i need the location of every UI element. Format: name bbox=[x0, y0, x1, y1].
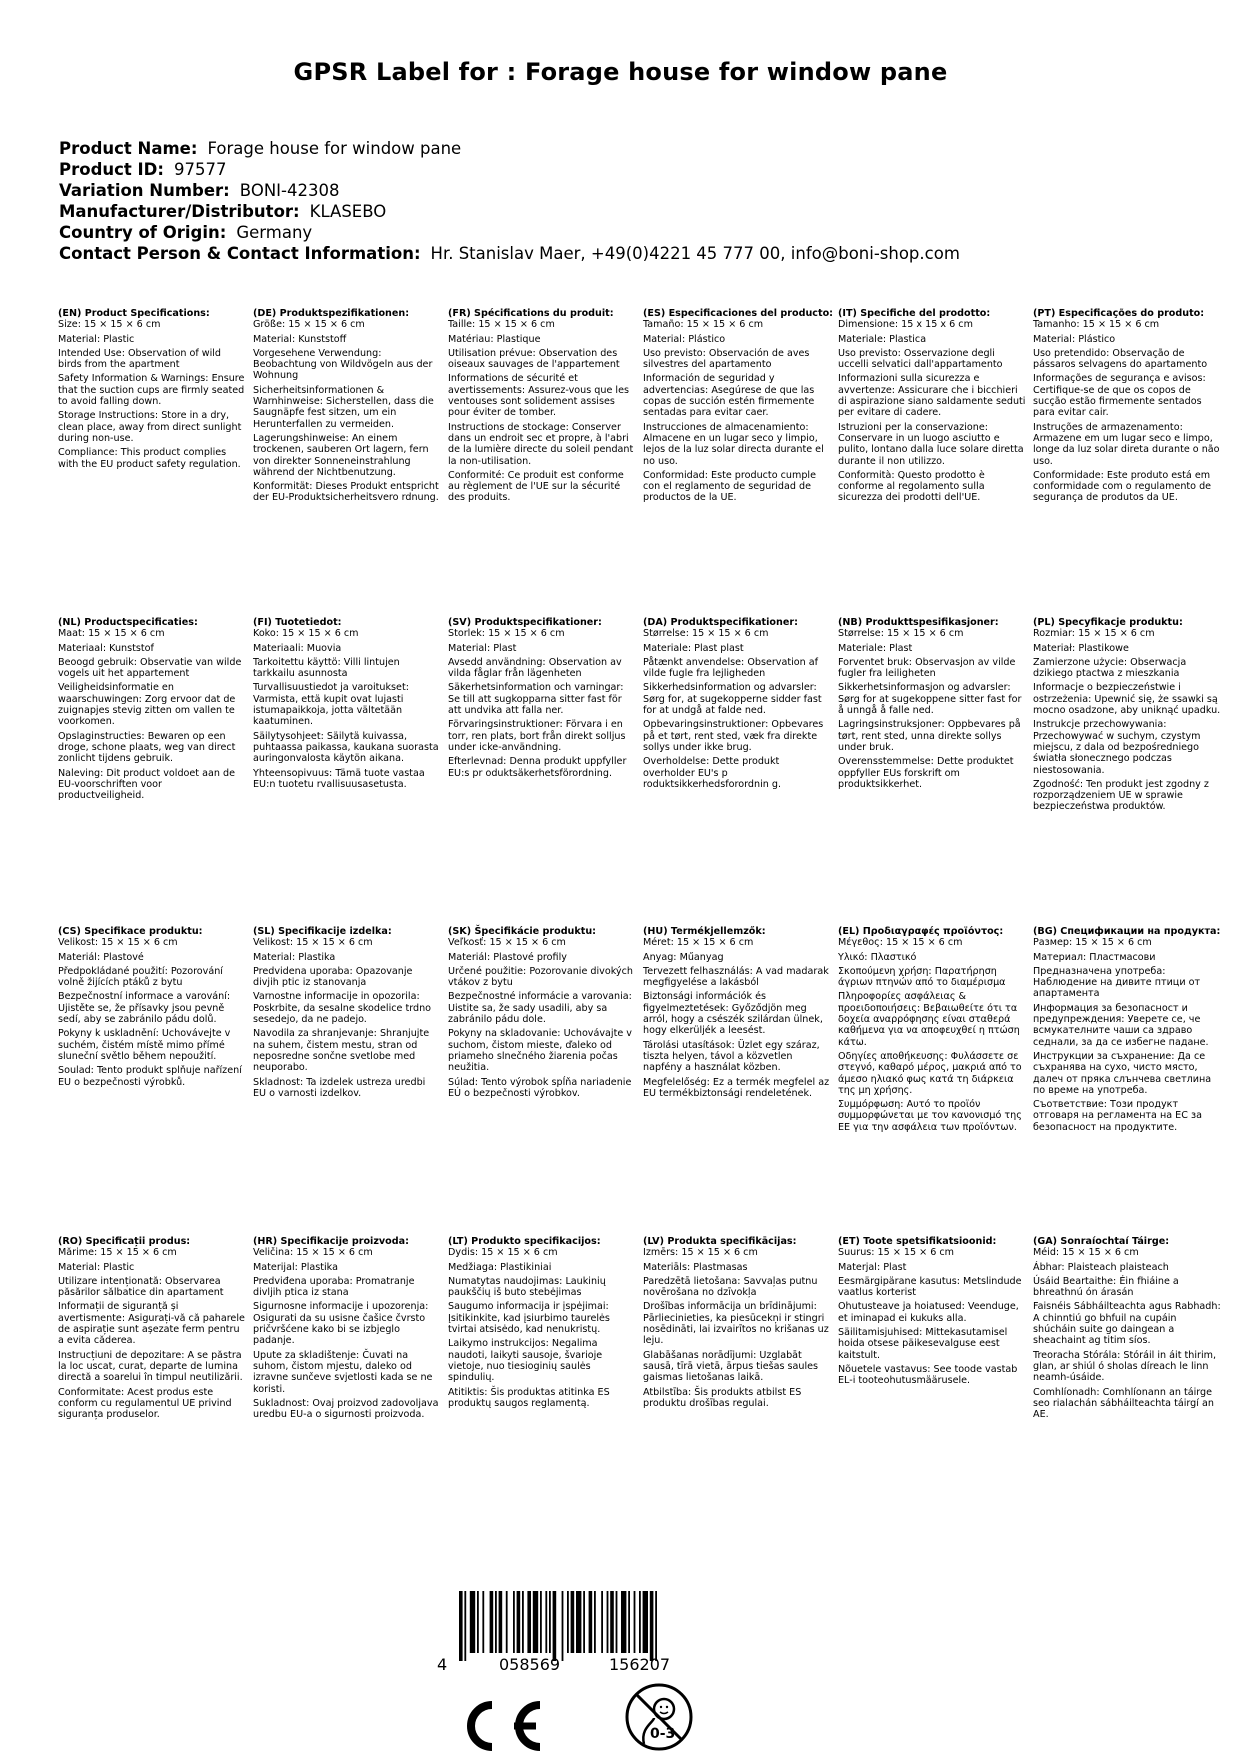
spec-line: Anyag: Műanyag bbox=[643, 951, 724, 963]
spec-line: Varnostne informacije in opozorila: Poskrbite, da sesalne skodelice trdno sesedejo, da ne padejo. bbox=[253, 991, 432, 1026]
barcode-lead-digit: 4 bbox=[437, 1655, 448, 1674]
product-id-row bbox=[59, 159, 1209, 180]
spec-line: Σκοπούμενη χρήση: Παρατήρηση άγριων πτηνών από το διαμέρισμα bbox=[838, 965, 1006, 989]
barcode-bar bbox=[549, 1591, 551, 1653]
spec-line: Overholdelse: Dette produkt overholder EU's p roduktsikkerhedsforordnin g. bbox=[643, 756, 782, 790]
not-for-children-0-3-icon bbox=[624, 1682, 694, 1752]
spec-line: Biztonsági információk és figyelmeztetések: Győződjön meg arról, hogy a csészék szilárdan ülnek, hogy elkerüljék a leesést. bbox=[643, 991, 823, 1037]
ce-mark-icon bbox=[448, 1700, 548, 1752]
spec-line: Sicherheitsinformationen & Warnhinweise: Sicherstellen, dass die Saugnäpfe fest sitzen, um ein Herunterfallen zu vermeiden. bbox=[253, 384, 434, 430]
spec-line: Conformidade: Este produto está em conformidade com o regulamento de segurança de produtos da UE. bbox=[1033, 469, 1212, 504]
page-title: GPSR Label for : Forage house for window pane bbox=[293, 58, 948, 86]
barcode-bar bbox=[601, 1591, 603, 1653]
spec-heading: (ES) Especificaciones del producto: bbox=[643, 308, 834, 319]
spec-heading: (DE) Produktspezifikationen: bbox=[253, 308, 410, 319]
spec-line: Upute za skladištenje: Čuvati na suhom, čistom mjestu, daleko od izravne sunčeve svjetlosti kada se ne koristi. bbox=[253, 1349, 433, 1395]
spec-line: Material: Plástico bbox=[643, 333, 726, 345]
spec-section bbox=[1033, 926, 1221, 1133]
spec-section bbox=[838, 926, 1026, 1133]
spec-line: Atbilstība: Šis produkts atbilst ES produktu drošības regulai. bbox=[643, 1386, 802, 1409]
spec-line: Comhlíonadh: Comhlíonann an táirge seo rialachán sábháilteachta táirgí an AE. bbox=[1033, 1386, 1214, 1421]
spec-line: Material: Plastic bbox=[58, 1261, 135, 1273]
spec-section bbox=[448, 1236, 636, 1409]
barcode-bar bbox=[571, 1591, 575, 1653]
info-value: 97577 bbox=[173, 160, 227, 179]
spec-line: Bezpečnostné informácie a varovania: Uistite sa, že sady usadili, aby sa zabránilo pádu dole. bbox=[448, 991, 632, 1026]
spec-line: Πληροφορίες ασφάλειας & προειδοποιήσεις: Βεβαιωθείτε ότι τα δοχεία αναρρόφησης είναι σταθερά καθήμενα για να αποφευχθεί η πτώση κάτω. bbox=[838, 991, 1020, 1048]
spec-line: Uso previsto: Osservazione degli uccelli selvatici dall'appartamento bbox=[838, 347, 1003, 371]
spec-line: Saugumo informacija ir įspėjimai: Įsitikinkite, kad įsiurbimo taurelės tvirtai atsisėdo, kad nenukristų. bbox=[448, 1301, 610, 1336]
spec-line: Συμμόρφωση: Αυτό το προϊόν συμμορφώνεται με τον κανονισμό της ΕΕ για την ασφάλεια των προϊόντων. bbox=[838, 1099, 1022, 1133]
spec-heading: (EN) Product Specifications: bbox=[58, 308, 210, 319]
barcode-bar bbox=[545, 1591, 547, 1653]
spec-line: Säilytysohjeet: Säilytä kuivassa, puhtaassa paikassa, kaukana suorasta auringonvalosta käytön aikana. bbox=[253, 730, 439, 765]
spec-line: Conformidad: Este producto cumple con el reglamento de seguridad de productos de la UE. bbox=[643, 469, 816, 504]
spec-line: Paredzētā lietošana: Savvaļas putnu novērošana no dzīvokļa bbox=[643, 1275, 818, 1299]
barcode-bar bbox=[562, 1591, 564, 1661]
info-value: Hr. Stanislav Maer, +49(0)4221 45 777 00, info@boni-shop.com bbox=[430, 244, 960, 263]
spec-section bbox=[1033, 617, 1221, 813]
spec-line: Материал: Пластмасови bbox=[1033, 951, 1156, 963]
spec-line: Zgodność: Ten produkt jest zgodny z rozporządzeniem UE w sprawie bezpieczeństwa produktów. bbox=[1033, 778, 1209, 813]
spec-line: Veličina: 15 × 15 × 6 cm bbox=[253, 1247, 373, 1259]
spec-heading: (NL) Productspecificaties: bbox=[58, 617, 198, 628]
spec-line: Informacje o bezpieczeństwie i ostrzeżenia: Upewnić się, że ssawki są mocno osadzone, aby uniknąć upadku. bbox=[1033, 682, 1221, 717]
spec-line: Materiaal: Kunststof bbox=[58, 642, 154, 654]
barcode-bar bbox=[628, 1591, 630, 1653]
spec-section bbox=[448, 617, 636, 779]
spec-line: Materiāls: Plastmasas bbox=[643, 1261, 748, 1273]
info-value: Forage house for window pane bbox=[207, 139, 462, 158]
info-label: Manufacturer/Distributor: bbox=[59, 202, 300, 221]
spec-section bbox=[838, 617, 1026, 790]
spec-line: Tamaño: 15 × 15 × 6 cm bbox=[643, 319, 764, 331]
barcode-bar bbox=[634, 1591, 636, 1653]
spec-line: Materiale: Plastica bbox=[838, 333, 927, 345]
spec-line: Größe: 15 × 15 × 6 cm bbox=[253, 319, 365, 331]
spec-line: Naleving: Dit product voldoet aan de EU-voorschriften voor productveiligheid. bbox=[58, 767, 235, 802]
spec-heading: (FI) Tuotetiedot: bbox=[253, 617, 342, 628]
spec-heading: (SL) Specifikacije izdelka: bbox=[253, 926, 392, 937]
spec-line: Materiaali: Muovia bbox=[253, 642, 342, 654]
info-label: Product ID: bbox=[59, 160, 164, 179]
spec-line: Drošības informācija un brīdinājumi: Pārliecinieties, ka piesūcekņi ir stingri nosēdināti, lai izvairītos no krišanas uz leju. bbox=[643, 1301, 829, 1347]
spec-line: Påtænkt anvendelse: Observation af vilde fugle fra lejligheden bbox=[643, 656, 819, 680]
spec-section bbox=[253, 926, 441, 1099]
spec-line: Förvaringsinstruktioner: Förvara i en torr, ren plats, bort från direkt solljus under icke-användning. bbox=[448, 719, 626, 753]
spec-line: Storage Instructions: Store in a dry, clean place, away from direct sunlight during non-use. bbox=[58, 410, 242, 444]
spec-section bbox=[643, 617, 831, 790]
info-value: Germany bbox=[236, 223, 313, 242]
spec-line: Predvidena uporaba: Opazovanje divjih ptic iz stanovanja bbox=[253, 965, 413, 989]
barcode-bar bbox=[477, 1591, 479, 1653]
product-info bbox=[59, 138, 1209, 264]
barcode-bar bbox=[527, 1591, 531, 1653]
spec-line: Numatytas naudojimas: Laukinių paukščių iš buto stebėjimas bbox=[448, 1275, 606, 1299]
spec-line: Информация за безопасност и предупреждения: Уверете се, че всмукателните чаши са здраво седнали, за да се избегне падане. bbox=[1033, 1002, 1209, 1048]
spec-line: Určené použitie: Pozorovanie divokých vtákov z bytu bbox=[448, 965, 633, 989]
barcode-right-digits: 156207 bbox=[609, 1655, 671, 1674]
spec-line: Efterlevnad: Denna produkt uppfyller EU:s pr oduktsäkerhetsförordning. bbox=[448, 756, 627, 779]
spec-line: Informações de segurança e avisos: Certifique-se de que os copos de sucção estão firmemente sentados para evitar cair. bbox=[1033, 373, 1206, 419]
barcode-bar bbox=[594, 1591, 596, 1653]
spec-heading: (EL) Προδιαγραφές προϊόντος: bbox=[838, 926, 1004, 937]
spec-line: Safety Information & Warnings: Ensure that the suction cups are firmly seated to avoid falling down. bbox=[58, 373, 245, 408]
spec-line: Mărime: 15 × 15 × 6 cm bbox=[58, 1247, 177, 1259]
barcode-bar bbox=[490, 1591, 494, 1653]
product-name-row bbox=[59, 138, 1209, 159]
spec-line: Lagerungshinweise: An einem trockenen, sauberen Ort lagern, fern von direkter Sonneneinstrahlung während der Nichtbenutzung. bbox=[253, 432, 429, 478]
barcode-bar bbox=[553, 1591, 557, 1661]
spec-line: Material: Plast bbox=[448, 642, 517, 654]
spec-line: Veiligheidsinformatie en waarschuwingen: Zorg ervoor dat de zuignapjes stevig zitten om vallen te voorkomen. bbox=[58, 682, 236, 728]
spec-line: Uso previsto: Observación de aves silvestres del apartamento bbox=[643, 347, 810, 371]
spec-heading: (ET) Toote spetsifikatsioonid: bbox=[838, 1236, 997, 1247]
spec-line: Méid: 15 × 15 × 6 cm bbox=[1033, 1247, 1139, 1259]
spec-line: Dydis: 15 × 15 × 6 cm bbox=[448, 1247, 558, 1259]
spec-line: Material: Plástico bbox=[1033, 333, 1116, 345]
barcode-bar bbox=[655, 1591, 657, 1661]
spec-line: Υλικό: Πλαστικό bbox=[838, 951, 917, 963]
spec-line: Informații de siguranță și avertismente: Asigurați-vă că paharele de aspirație sunt așezate ferm pentru a evita căderea. bbox=[58, 1301, 245, 1347]
barcode-bar bbox=[464, 1591, 466, 1661]
spec-line: Turvallisuustiedot ja varoitukset: Varmista, että kupit ovat lujasti istumapaikkoja, jotta vältetään kaatuminen. bbox=[253, 682, 409, 728]
spec-line: Konformität: Dieses Produkt entspricht der EU-Produktsicherheitsvero rdnung. bbox=[253, 481, 439, 504]
spec-heading: (SK) Špecifikácie produktu: bbox=[448, 926, 597, 937]
spec-line: Laikymo instrukcijos: Negalima naudoti, laikyti sausoje, švarioje vietoje, nuo tiesioginių saulės spindulių. bbox=[448, 1338, 603, 1384]
spec-line: Размер: 15 × 15 × 6 cm bbox=[1033, 937, 1152, 949]
spec-line: Instrucțiuni de depozitare: A se păstra la loc uscat, curat, departe de lumina directă a soarelui în timpul neutilizării. bbox=[58, 1349, 243, 1384]
barcode-bar bbox=[589, 1591, 593, 1653]
spec-section bbox=[448, 926, 636, 1099]
spec-line: Sikkerhetsinformasjon og advarsler: Sørg for at sugekoppene sitter fast for å unngå å falle ned. bbox=[838, 682, 1022, 717]
spec-line: Conformité: Ce produit est conforme au règlement de l'UE sur la sécurité des produits. bbox=[448, 469, 624, 504]
spec-line: Taille: 15 × 15 × 6 cm bbox=[448, 319, 555, 331]
spec-line: Suurus: 15 × 15 × 6 cm bbox=[838, 1247, 955, 1259]
spec-line: Avsedd användning: Observation av vilda fåglar från lägenheten bbox=[448, 656, 622, 680]
spec-line: Matériau: Plastique bbox=[448, 333, 541, 345]
spec-section bbox=[1033, 1236, 1221, 1420]
spec-line: Materiale: Plast plast bbox=[643, 642, 744, 654]
spec-heading: (NB) Produkttspesifikasjoner: bbox=[838, 617, 999, 628]
spec-line: Tarkoitettu käyttö: Villi lintujen tarkkailu asunnosta bbox=[253, 656, 400, 680]
spec-line: Conformitate: Acest produs este conform cu regulamentul UE privind siguranța produselor. bbox=[58, 1386, 232, 1421]
barcode-bar bbox=[621, 1591, 626, 1653]
spec-line: Sikkerhedsinformation og advarsler: Sørg for, at sugekopperne sidder fast for at undgå at falde ned. bbox=[643, 682, 822, 717]
spec-line: Materjal: Plast bbox=[838, 1261, 907, 1273]
spec-section bbox=[58, 617, 246, 801]
spec-heading: (SV) Produktspecifikationer: bbox=[448, 617, 602, 628]
barcode-bar bbox=[576, 1591, 581, 1653]
spec-line: Tamanho: 15 × 15 × 6 cm bbox=[1033, 319, 1160, 331]
spec-line: Materiál: Plastové bbox=[58, 951, 144, 963]
info-label: Country of Origin: bbox=[59, 223, 227, 242]
spec-line: Utilizare intenționată: Observarea păsărilor sălbatice din apartament bbox=[58, 1275, 224, 1299]
spec-line: Opslaginstructies: Bewaren op een droge, schone plaats, weg van direct zonlicht tijdens gebruik. bbox=[58, 730, 236, 765]
spec-line: Megfelelőség: Ez a termék megfelel az EU termékbiztonsági rendeletének. bbox=[643, 1076, 830, 1099]
spec-line: Størrelse: 15 × 15 × 6 cm bbox=[643, 628, 769, 640]
spec-heading: (BG) Спецификации на продукта: bbox=[1033, 926, 1221, 937]
barcode-bar bbox=[470, 1591, 475, 1653]
spec-line: Compliance: This product complies with the EU product safety regulation. bbox=[58, 447, 241, 470]
spec-line: Size: 15 × 15 × 6 cm bbox=[58, 319, 161, 331]
spec-line: Skladnost: Ta izdelek ustreza uredbi EU o varnosti izdelkov. bbox=[253, 1076, 426, 1099]
spec-heading: (LV) Produkta specifikācijas: bbox=[643, 1236, 797, 1247]
info-label: Variation Number: bbox=[59, 181, 230, 200]
spec-line: Säilitamisjuhised: Mittekasutamisel hoida otsese päikesevalguse eest kaitstult. bbox=[838, 1327, 1008, 1361]
spec-heading: (LT) Produkto specifikacijos: bbox=[448, 1236, 601, 1247]
spec-line: Veľkosť: 15 × 15 × 6 cm bbox=[448, 937, 566, 949]
spec-line: Navodila za shranjevanje: Shranjujte na suhem, čistem mestu, stran od neposredne sončne svetlobe med neuporabo. bbox=[253, 1028, 430, 1074]
barcode-bar bbox=[583, 1591, 585, 1653]
barcode-bars bbox=[437, 1591, 737, 1686]
spec-line: Säkerhetsinformation och varningar: Se till att sugkopparna sitter fast för att undvika att falla ner. bbox=[448, 682, 624, 717]
spec-line: Dimensione: 15 x 15 x 6 cm bbox=[838, 319, 973, 331]
barcode-bar bbox=[506, 1591, 508, 1653]
spec-line: Størrelse: 15 × 15 × 6 cm bbox=[838, 628, 964, 640]
spec-line: Soulad: Tento produkt splňuje nařízení EU o bezpečnosti výrobků. bbox=[58, 1065, 242, 1088]
barcode-bar bbox=[495, 1591, 497, 1653]
spec-line: Instruções de armazenamento: Armazene em um lugar seco e limpo, longe da luz solar direta durante o não uso. bbox=[1033, 421, 1220, 467]
spec-section bbox=[838, 308, 1026, 504]
spec-line: Ohutusteave ja hoiatused: Veenduge, et iminapad ei kukuks alla. bbox=[838, 1301, 1019, 1324]
barcode-bar bbox=[643, 1591, 648, 1653]
spec-line: Méret: 15 × 15 × 6 cm bbox=[643, 937, 754, 949]
spec-line: Instrucciones de almacenamiento: Almacene en un lugar seco y limpio, lejos de la luz solar directa durante el no uso. bbox=[643, 421, 824, 467]
spec-line: Instrukcje przechowywania: Przechowywać w suchym, czystym miejscu, z dala od bezpośredniego światła słonecznego podczas niestosowania. bbox=[1033, 719, 1201, 776]
barcode-bar bbox=[533, 1591, 538, 1653]
spec-line: Materiale: Plast bbox=[838, 642, 913, 654]
spec-section bbox=[643, 926, 831, 1099]
spec-section bbox=[253, 308, 441, 504]
spec-line: Yhteensopivuus: Tämä tuote vastaa EU:n tuotetu rvallisuusasetusta. bbox=[253, 767, 425, 790]
spec-line: Beoogd gebruik: Observatie van wilde vogels uit het appartement bbox=[58, 656, 242, 680]
barcode-bar bbox=[517, 1591, 521, 1653]
barcode-bar bbox=[639, 1591, 641, 1653]
spec-line: Medžiaga: Plastikiniai bbox=[448, 1261, 552, 1273]
country-of-origin-row bbox=[59, 222, 1209, 243]
spec-line: Velikost: 15 × 15 × 6 cm bbox=[58, 937, 178, 949]
spec-section bbox=[643, 1236, 831, 1409]
spec-line: Bezpečnostní informace a varování: Ujistěte se, že přísavky jsou pevně sedí, aby se zabránilo pádu dolů. bbox=[58, 991, 231, 1026]
spec-line: Overensstemmelse: Dette produktet oppfyller EUs forskrift om produktsikkerhet. bbox=[838, 756, 1014, 790]
barcode-bar bbox=[522, 1591, 524, 1653]
spec-line: Glabāšanas norādījumi: Uzglabāt sausā, tīrā vietā, ārpus tiešas saules gaismas lietošanas laikā. bbox=[643, 1349, 819, 1384]
spec-line: Material: Kunststoff bbox=[253, 333, 347, 345]
contact-row bbox=[59, 243, 1209, 264]
spec-line: Предназначена употреба: Наблюдение на дивите птици от апартамента bbox=[1033, 965, 1201, 1000]
spec-line: Ábhar: Plaisteach plaisteach bbox=[1033, 1261, 1169, 1273]
spec-section bbox=[1033, 308, 1221, 504]
spec-line: Materiál: Plastové profily bbox=[448, 951, 567, 963]
spec-section bbox=[448, 308, 636, 504]
spec-line: Intended Use: Observation of wild birds from the apartment bbox=[58, 347, 222, 371]
barcode-left-digits: 058569 bbox=[499, 1655, 561, 1674]
spec-line: Tervezett felhasználás: A vad madarak megfigyelése a lakásból bbox=[643, 965, 829, 989]
spec-line: Pokyny k uskladnění: Uchovávejte v suchém, čistém místě mimo přímé sluneční světlo během nepoužití. bbox=[58, 1028, 231, 1062]
barcode-bar bbox=[540, 1591, 542, 1653]
spec-line: Tárolási utasítások: Üzlet egy száraz, tiszta helyen, távol a közvetlen napfény a használat közben. bbox=[643, 1039, 820, 1074]
spec-line: Lagringsinstruksjoner: Oppbevares på tørt, rent sted, unna direkte sollys under bruk. bbox=[838, 719, 1021, 753]
info-label: Product Name: bbox=[59, 139, 198, 158]
barcode-bar bbox=[616, 1591, 618, 1653]
spec-line: Nõuetele vastavus: See toode vastab EL-i tooteohutusmäärusele. bbox=[838, 1363, 1018, 1387]
barcode-bar bbox=[567, 1591, 569, 1653]
spec-line: Material: Plastika bbox=[253, 951, 336, 963]
spec-heading: (HU) Termékjellemzők: bbox=[643, 926, 766, 937]
spec-section bbox=[253, 1236, 441, 1420]
spec-line: Izmērs: 15 × 15 × 6 cm bbox=[643, 1247, 758, 1259]
info-value: BONI-42308 bbox=[239, 181, 340, 200]
spec-heading: (DA) Produktspecifikationer: bbox=[643, 617, 798, 628]
spec-line: Eesmärgipärane kasutus: Metslindude vaatlus korterist bbox=[838, 1275, 1022, 1299]
spec-line: Velikost: 15 × 15 × 6 cm bbox=[253, 937, 373, 949]
manufacturer-row bbox=[59, 201, 1209, 222]
spec-section bbox=[643, 308, 834, 504]
barcode-bar bbox=[650, 1591, 654, 1661]
spec-line: Maat: 15 × 15 × 6 cm bbox=[58, 628, 165, 640]
spec-line: Μέγεθος: 15 × 15 × 6 cm bbox=[838, 937, 963, 949]
spec-heading: (PL) Specyfikacje produktu: bbox=[1033, 617, 1183, 628]
variation-number-row bbox=[59, 180, 1209, 201]
spec-heading: (CS) Specifikace produktu: bbox=[58, 926, 203, 937]
spec-section bbox=[253, 617, 441, 790]
spec-line: Informations de sécurité et avertissements: Assurez-vous que les ventouses sont solidement assises pour éviter de tomber. bbox=[448, 373, 629, 419]
spec-line: Съответствие: Този продукт отговаря на регламента на ЕС за безопасност на продуктите. bbox=[1033, 1099, 1202, 1133]
spec-line: Información de seguridad y advertencias: Asegúrese de que las copas de succión estén firmemente sentadas para evitar caer. bbox=[643, 373, 815, 419]
barcode-bar bbox=[482, 1591, 484, 1653]
spec-section bbox=[838, 1236, 1026, 1387]
spec-line: Súlad: Tento výrobok spĺňa nariadenie EÚ o bezpečnosti výrobkov. bbox=[448, 1076, 632, 1099]
barcode-bar bbox=[610, 1591, 614, 1653]
spec-heading: (RO) Specificații produs: bbox=[58, 1236, 191, 1247]
age-label: 0-3 bbox=[650, 1726, 676, 1742]
spec-section bbox=[58, 1236, 246, 1420]
spec-line: Sukladnost: Ovaj proizvod zadovoljava uredbu EU-a o sigurnosti proizvoda. bbox=[253, 1397, 439, 1421]
spec-line: Utilisation prévue: Observation des oiseaux sauvages de l'appartement bbox=[448, 347, 620, 371]
spec-section bbox=[58, 926, 246, 1088]
spec-line: Atitiktis: Šis produktas atitinka ES produktų saugos reglamentą. bbox=[448, 1386, 610, 1409]
spec-line: Opbevaringsinstruktioner: Opbevares på et tørt, rent sted, væk fra direkte sollys under ikke brug. bbox=[643, 719, 824, 753]
spec-line: Úsáid Beartaithe: Éin fhiáine a bhreathnú ón árasán bbox=[1033, 1275, 1179, 1299]
info-value: KLASEBO bbox=[309, 202, 387, 221]
spec-heading: (HR) Specifikacije proizvoda: bbox=[253, 1236, 409, 1247]
spec-line: Rozmiar: 15 × 15 × 6 cm bbox=[1033, 628, 1155, 640]
spec-section bbox=[58, 308, 246, 470]
spec-line: Sigurnosne informacije i upozorenja: Osigurati da su usisne čašice čvrsto pričvršćene kako bi se izbjeglo padanje. bbox=[253, 1301, 429, 1347]
spec-line: Conformità: Questo prodotto è conforme al regolamento sulla sicurezza dei prodotti dell'UE. bbox=[838, 469, 985, 504]
spec-line: Storlek: 15 × 15 × 6 cm bbox=[448, 628, 565, 640]
spec-line: Material: Plastic bbox=[58, 333, 135, 345]
spec-line: Istruzioni per la conservazione: Conservare in un luogo asciutto e pulito, lontano dalla luce solare diretta durante il non utilizzo. bbox=[838, 421, 1024, 467]
spec-heading: (FR) Spécifications du produit: bbox=[448, 308, 614, 319]
spec-heading: (PT) Especificações do produto: bbox=[1033, 308, 1205, 319]
spec-line: Οδηγίες αποθήκευσης: Φυλάσσετε σε στεγνό, καθαρό μέρος, μακριά από το άμεσο ηλιακό φως κατά τη διάρκεια της μη χρήσης. bbox=[838, 1050, 1022, 1096]
spec-line: Predviđena uporaba: Promatranje divljih ptica iz stana bbox=[253, 1275, 415, 1299]
barcode-bar bbox=[499, 1591, 503, 1653]
barcode-bar bbox=[459, 1591, 463, 1661]
spec-line: Forventet bruk: Observasjon av vilde fugler fra leiligheten bbox=[838, 656, 1016, 680]
spec-heading: (IT) Specifiche del prodotto: bbox=[838, 308, 991, 319]
spec-line: Předpokládané použití: Pozorování volně žijících ptáků z bytu bbox=[58, 965, 223, 989]
barcode-bar bbox=[513, 1591, 515, 1653]
spec-heading: (GA) Sonraíochtaí Táirge: bbox=[1033, 1236, 1170, 1247]
spec-line: Uso pretendido: Observação de pássaros selvagens do apartamento bbox=[1033, 347, 1208, 371]
spec-line: Instructions de stockage: Conserver dans un endroit sec et propre, à l'abri de la lumière directe du soleil pendant la non-utilisation. bbox=[448, 421, 634, 467]
spec-line: Materiał: Plastikowe bbox=[1033, 642, 1129, 654]
barcode bbox=[437, 1591, 737, 1686]
spec-line: Инструкции за съхранение: Да се съхранява на сухо, чисто място, далеч от пряка слънчева светлина по време на употреба. bbox=[1033, 1050, 1212, 1096]
info-label: Contact Person & Contact Information: bbox=[59, 244, 421, 263]
spec-line: Informazioni sulla sicurezza e avvertenze: Assicurare che i bicchieri di aspirazione siano saldamente seduti per evitare di cadere. bbox=[838, 373, 1026, 419]
spec-line: Materijal: Plastika bbox=[253, 1261, 338, 1273]
spec-line: Zamierzone użycie: Obserwacja dzikiego ptactwa z mieszkania bbox=[1033, 656, 1187, 680]
spec-line: Vorgesehene Verwendung: Beobachtung von Wildvögeln aus der Wohnung bbox=[253, 347, 433, 382]
spec-line: Treoracha Stórála: Stóráil in áit thirim, glan, ar shiúl ó sholas díreach le linn neamh-úsáide. bbox=[1033, 1349, 1217, 1384]
spec-line: Pokyny na skladovanie: Uchovávajte v suchom, čistom mieste, ďaleko od priameho slnečného žiarenia počas neužitia. bbox=[448, 1028, 632, 1074]
spec-line: Koko: 15 × 15 × 6 cm bbox=[253, 628, 359, 640]
spec-line: Faisnéis Sábháilteachta agus Rabhadh: A chinntiú go bhfuil na cupáin shúcháin suite go daingean a sheachaint ag titim síos. bbox=[1033, 1301, 1221, 1347]
barcode-bar bbox=[607, 1591, 609, 1653]
